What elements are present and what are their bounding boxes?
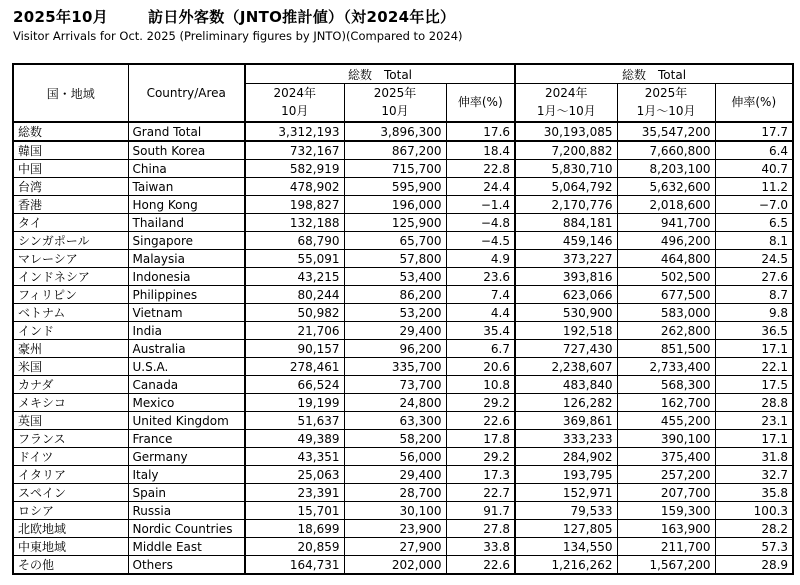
cell-oct-2024: 278,461 <box>245 358 344 376</box>
cell-cum-2024: 7,200,882 <box>515 141 617 160</box>
cell-growth-oct: 22.7 <box>446 484 515 502</box>
cell-oct-2024: 43,351 <box>245 448 344 466</box>
cell-cum-2024: 483,840 <box>515 376 617 394</box>
cell-growth-cum: 8.1 <box>715 232 793 250</box>
cell-growth-oct: 91.7 <box>446 502 515 520</box>
cell-growth-oct: 22.8 <box>446 160 515 178</box>
cell-jp: ベトナム <box>13 304 128 322</box>
table-row <box>13 394 793 412</box>
cell-en: Canada <box>128 376 245 394</box>
cell-oct-2025: 73,700 <box>344 376 446 394</box>
cell-cum-2025: 35,547,200 <box>617 122 715 141</box>
title-main: 訪日外客数（JNTO推計値）（対2024年比） <box>148 8 456 26</box>
cell-cum-2025: 583,000 <box>617 304 715 322</box>
cell-growth-cum: 17.7 <box>715 122 793 141</box>
cell-en: U.S.A. <box>128 358 245 376</box>
cell-jp: 台湾 <box>13 178 128 196</box>
header-country-en: Country/Area <box>128 64 245 122</box>
cell-cum-2024: 126,282 <box>515 394 617 412</box>
cell-cum-2025: 2,018,600 <box>617 196 715 214</box>
cell-cum-2025: 2,733,400 <box>617 358 715 376</box>
cell-en: Spain <box>128 484 245 502</box>
cell-oct-2025: 125,900 <box>344 214 446 232</box>
cell-growth-cum: 31.8 <box>715 448 793 466</box>
cell-cum-2025: 8,203,100 <box>617 160 715 178</box>
cell-jp: ドイツ <box>13 448 128 466</box>
cell-growth-cum: 32.7 <box>715 466 793 484</box>
cell-growth-oct: 17.3 <box>446 466 515 484</box>
cell-en: Taiwan <box>128 178 245 196</box>
table-row <box>13 232 793 250</box>
cell-oct-2025: 53,400 <box>344 268 446 286</box>
cell-cum-2025: 159,300 <box>617 502 715 520</box>
cell-jp: 北欧地域 <box>13 520 128 538</box>
header-row-group <box>13 64 793 84</box>
header-total-monthly: 総数 Total <box>245 64 515 84</box>
cell-growth-oct: 18.4 <box>446 141 515 160</box>
cell-oct-2024: 132,188 <box>245 214 344 232</box>
grand-total-row <box>13 122 793 141</box>
cell-oct-2025: 58,200 <box>344 430 446 448</box>
cell-oct-2024: 478,902 <box>245 178 344 196</box>
cell-cum-2024: 727,430 <box>515 340 617 358</box>
table-row <box>13 358 793 376</box>
cell-cum-2024: 373,227 <box>515 250 617 268</box>
cell-cum-2024: 192,518 <box>515 322 617 340</box>
cell-growth-oct: 27.8 <box>446 520 515 538</box>
cell-growth-cum: 17.1 <box>715 340 793 358</box>
cell-jp: 総数 <box>13 122 128 141</box>
cell-growth-oct: −4.5 <box>446 232 515 250</box>
cell-cum-2025: 5,632,600 <box>617 178 715 196</box>
cell-oct-2025: 196,000 <box>344 196 446 214</box>
cell-growth-oct: 29.2 <box>446 394 515 412</box>
cell-cum-2024: 623,066 <box>515 286 617 304</box>
cell-cum-2024: 134,550 <box>515 538 617 556</box>
table-body <box>13 122 793 574</box>
cell-growth-oct: 22.6 <box>446 556 515 575</box>
cell-oct-2025: 29,400 <box>344 322 446 340</box>
cell-growth-cum: 27.6 <box>715 268 793 286</box>
cell-growth-cum: 8.7 <box>715 286 793 304</box>
cell-oct-2024: 51,637 <box>245 412 344 430</box>
cell-oct-2025: 202,000 <box>344 556 446 575</box>
cell-oct-2025: 65,700 <box>344 232 446 250</box>
cell-growth-oct: −4.8 <box>446 214 515 232</box>
cell-en: Philippines <box>128 286 245 304</box>
cell-oct-2024: 90,157 <box>245 340 344 358</box>
cell-cum-2024: 2,170,776 <box>515 196 617 214</box>
title-date: 2025年10月 <box>13 8 109 26</box>
cell-en: Middle East <box>128 538 245 556</box>
cell-jp: 米国 <box>13 358 128 376</box>
cell-jp: フィリピン <box>13 286 128 304</box>
cell-growth-cum: 17.5 <box>715 376 793 394</box>
cell-cum-2025: 257,200 <box>617 466 715 484</box>
cell-oct-2024: 18,699 <box>245 520 344 538</box>
cell-cum-2024: 459,146 <box>515 232 617 250</box>
table-row <box>13 376 793 394</box>
cell-cum-2024: 393,816 <box>515 268 617 286</box>
cell-jp: カナダ <box>13 376 128 394</box>
cell-cum-2024: 5,830,710 <box>515 160 617 178</box>
table-row <box>13 304 793 322</box>
cell-growth-cum: −7.0 <box>715 196 793 214</box>
table-row <box>13 502 793 520</box>
cell-cum-2025: 464,800 <box>617 250 715 268</box>
cell-oct-2024: 80,244 <box>245 286 344 304</box>
cell-growth-oct: 7.4 <box>446 286 515 304</box>
cell-en: Thailand <box>128 214 245 232</box>
table-row <box>13 340 793 358</box>
cell-cum-2025: 496,200 <box>617 232 715 250</box>
cell-cum-2024: 193,795 <box>515 466 617 484</box>
table-row <box>13 268 793 286</box>
table-row <box>13 286 793 304</box>
cell-en: United Kingdom <box>128 412 245 430</box>
cell-en: Australia <box>128 340 245 358</box>
cell-growth-cum: 9.8 <box>715 304 793 322</box>
cell-cum-2025: 502,500 <box>617 268 715 286</box>
cell-oct-2025: 30,100 <box>344 502 446 520</box>
cell-en: Nordic Countries <box>128 520 245 538</box>
table-row <box>13 196 793 214</box>
cell-en: Italy <box>128 466 245 484</box>
cell-oct-2024: 43,215 <box>245 268 344 286</box>
cell-cum-2025: 375,400 <box>617 448 715 466</box>
cell-jp: 香港 <box>13 196 128 214</box>
cell-jp: 韓国 <box>13 141 128 160</box>
cell-growth-cum: 28.2 <box>715 520 793 538</box>
cell-oct-2024: 20,859 <box>245 538 344 556</box>
header-growth-monthly: 伸率(%) <box>446 84 515 123</box>
cell-cum-2024: 30,193,085 <box>515 122 617 141</box>
cell-growth-cum: 23.1 <box>715 412 793 430</box>
table-row <box>13 141 793 160</box>
cell-en: India <box>128 322 245 340</box>
cell-cum-2025: 1,567,200 <box>617 556 715 575</box>
cell-jp: インド <box>13 322 128 340</box>
table-row <box>13 520 793 538</box>
cell-cum-2024: 333,233 <box>515 430 617 448</box>
cell-en: Grand Total <box>128 122 245 141</box>
cell-oct-2024: 15,701 <box>245 502 344 520</box>
table-row <box>13 538 793 556</box>
cell-en: Mexico <box>128 394 245 412</box>
cell-cum-2025: 262,800 <box>617 322 715 340</box>
header-cum-2025: 2025年 1月～10月 <box>617 84 715 123</box>
cell-oct-2025: 86,200 <box>344 286 446 304</box>
cell-cum-2025: 390,100 <box>617 430 715 448</box>
table-row <box>13 214 793 232</box>
cell-oct-2025: 867,200 <box>344 141 446 160</box>
cell-jp: タイ <box>13 214 128 232</box>
cell-cum-2024: 369,861 <box>515 412 617 430</box>
cell-jp: シンガポール <box>13 232 128 250</box>
table-row <box>13 322 793 340</box>
cell-growth-oct: 17.6 <box>446 122 515 141</box>
cell-oct-2024: 198,827 <box>245 196 344 214</box>
cell-growth-cum: 40.7 <box>715 160 793 178</box>
cell-cum-2024: 5,064,792 <box>515 178 617 196</box>
cell-en: Malaysia <box>128 250 245 268</box>
cell-cum-2024: 284,902 <box>515 448 617 466</box>
cell-jp: イタリア <box>13 466 128 484</box>
cell-growth-cum: 28.9 <box>715 556 793 575</box>
cell-oct-2025: 3,896,300 <box>344 122 446 141</box>
cell-growth-oct: 6.7 <box>446 340 515 358</box>
cell-growth-oct: 22.6 <box>446 412 515 430</box>
cell-cum-2024: 152,971 <box>515 484 617 502</box>
cell-growth-oct: 23.6 <box>446 268 515 286</box>
cell-oct-2024: 582,919 <box>245 160 344 178</box>
cell-oct-2025: 57,800 <box>344 250 446 268</box>
table-row <box>13 430 793 448</box>
cell-oct-2024: 732,167 <box>245 141 344 160</box>
cell-oct-2025: 63,300 <box>344 412 446 430</box>
cell-oct-2025: 24,800 <box>344 394 446 412</box>
cell-jp: マレーシア <box>13 250 128 268</box>
cell-growth-oct: −1.4 <box>446 196 515 214</box>
cell-cum-2025: 7,660,800 <box>617 141 715 160</box>
table-row <box>13 466 793 484</box>
table-row <box>13 250 793 268</box>
cell-en: Hong Kong <box>128 196 245 214</box>
header-country-jp: 国・地域 <box>13 64 128 122</box>
cell-cum-2025: 941,700 <box>617 214 715 232</box>
cell-jp: その他 <box>13 556 128 575</box>
cell-growth-oct: 35.4 <box>446 322 515 340</box>
table-row <box>13 448 793 466</box>
cell-oct-2025: 335,700 <box>344 358 446 376</box>
cell-growth-oct: 4.4 <box>446 304 515 322</box>
cell-oct-2025: 56,000 <box>344 448 446 466</box>
cell-growth-cum: 17.1 <box>715 430 793 448</box>
cell-cum-2025: 163,900 <box>617 520 715 538</box>
cell-oct-2025: 27,900 <box>344 538 446 556</box>
cell-oct-2024: 19,199 <box>245 394 344 412</box>
cell-en: Singapore <box>128 232 245 250</box>
page-title <box>13 6 455 27</box>
cell-en: Russia <box>128 502 245 520</box>
cell-oct-2025: 715,700 <box>344 160 446 178</box>
header-total-cumulative: 総数 Total <box>515 64 793 84</box>
cell-oct-2024: 164,731 <box>245 556 344 575</box>
cell-cum-2025: 455,200 <box>617 412 715 430</box>
cell-jp: インドネシア <box>13 268 128 286</box>
cell-oct-2025: 23,900 <box>344 520 446 538</box>
cell-growth-cum: 28.8 <box>715 394 793 412</box>
cell-en: Germany <box>128 448 245 466</box>
cell-oct-2024: 3,312,193 <box>245 122 344 141</box>
page-subtitle: Visitor Arrivals for Oct. 2025 (Preliminary figures by JNTO)(Compared to 2024) <box>13 29 463 43</box>
cell-growth-oct: 4.9 <box>446 250 515 268</box>
cell-oct-2024: 68,790 <box>245 232 344 250</box>
cell-oct-2025: 28,700 <box>344 484 446 502</box>
cell-cum-2024: 127,805 <box>515 520 617 538</box>
cell-growth-cum: 6.4 <box>715 141 793 160</box>
visitor-arrivals-table <box>12 63 794 575</box>
cell-oct-2025: 96,200 <box>344 340 446 358</box>
cell-growth-cum: 57.3 <box>715 538 793 556</box>
cell-oct-2025: 53,200 <box>344 304 446 322</box>
cell-jp: 英国 <box>13 412 128 430</box>
cell-jp: 中国 <box>13 160 128 178</box>
cell-jp: スペイン <box>13 484 128 502</box>
cell-cum-2024: 79,533 <box>515 502 617 520</box>
cell-growth-oct: 17.8 <box>446 430 515 448</box>
cell-en: Vietnam <box>128 304 245 322</box>
table-row <box>13 484 793 502</box>
cell-growth-cum: 6.5 <box>715 214 793 232</box>
cell-jp: ロシア <box>13 502 128 520</box>
cell-cum-2025: 851,500 <box>617 340 715 358</box>
cell-growth-oct: 10.8 <box>446 376 515 394</box>
table-row <box>13 178 793 196</box>
cell-jp: 中東地域 <box>13 538 128 556</box>
header-oct-2024: 2024年 10月 <box>245 84 344 123</box>
cell-en: Indonesia <box>128 268 245 286</box>
cell-cum-2025: 677,500 <box>617 286 715 304</box>
cell-growth-cum: 22.1 <box>715 358 793 376</box>
table-row <box>13 160 793 178</box>
cell-oct-2024: 55,091 <box>245 250 344 268</box>
cell-cum-2024: 530,900 <box>515 304 617 322</box>
table-row <box>13 556 793 575</box>
cell-en: Others <box>128 556 245 575</box>
cell-oct-2024: 66,524 <box>245 376 344 394</box>
cell-growth-oct: 24.4 <box>446 178 515 196</box>
cell-growth-cum: 36.5 <box>715 322 793 340</box>
cell-growth-cum: 24.5 <box>715 250 793 268</box>
header-oct-2025: 2025年 10月 <box>344 84 446 123</box>
header-growth-cumulative: 伸率(%) <box>715 84 793 123</box>
cell-cum-2025: 207,700 <box>617 484 715 502</box>
cell-oct-2025: 595,900 <box>344 178 446 196</box>
cell-en: France <box>128 430 245 448</box>
table-row <box>13 412 793 430</box>
cell-jp: メキシコ <box>13 394 128 412</box>
cell-jp: 豪州 <box>13 340 128 358</box>
cell-oct-2024: 21,706 <box>245 322 344 340</box>
cell-en: South Korea <box>128 141 245 160</box>
cell-cum-2025: 211,700 <box>617 538 715 556</box>
cell-growth-oct: 33.8 <box>446 538 515 556</box>
cell-oct-2024: 23,391 <box>245 484 344 502</box>
cell-cum-2024: 884,181 <box>515 214 617 232</box>
cell-cum-2025: 568,300 <box>617 376 715 394</box>
cell-growth-oct: 20.6 <box>446 358 515 376</box>
cell-jp: フランス <box>13 430 128 448</box>
cell-growth-cum: 100.3 <box>715 502 793 520</box>
cell-growth-oct: 29.2 <box>446 448 515 466</box>
cell-cum-2025: 162,700 <box>617 394 715 412</box>
cell-oct-2024: 49,389 <box>245 430 344 448</box>
cell-growth-cum: 35.8 <box>715 484 793 502</box>
cell-oct-2024: 25,063 <box>245 466 344 484</box>
cell-oct-2025: 29,400 <box>344 466 446 484</box>
cell-growth-cum: 11.2 <box>715 178 793 196</box>
cell-cum-2024: 1,216,262 <box>515 556 617 575</box>
header-cum-2024: 2024年 1月～10月 <box>515 84 617 123</box>
cell-oct-2024: 50,982 <box>245 304 344 322</box>
cell-en: China <box>128 160 245 178</box>
cell-cum-2024: 2,238,607 <box>515 358 617 376</box>
